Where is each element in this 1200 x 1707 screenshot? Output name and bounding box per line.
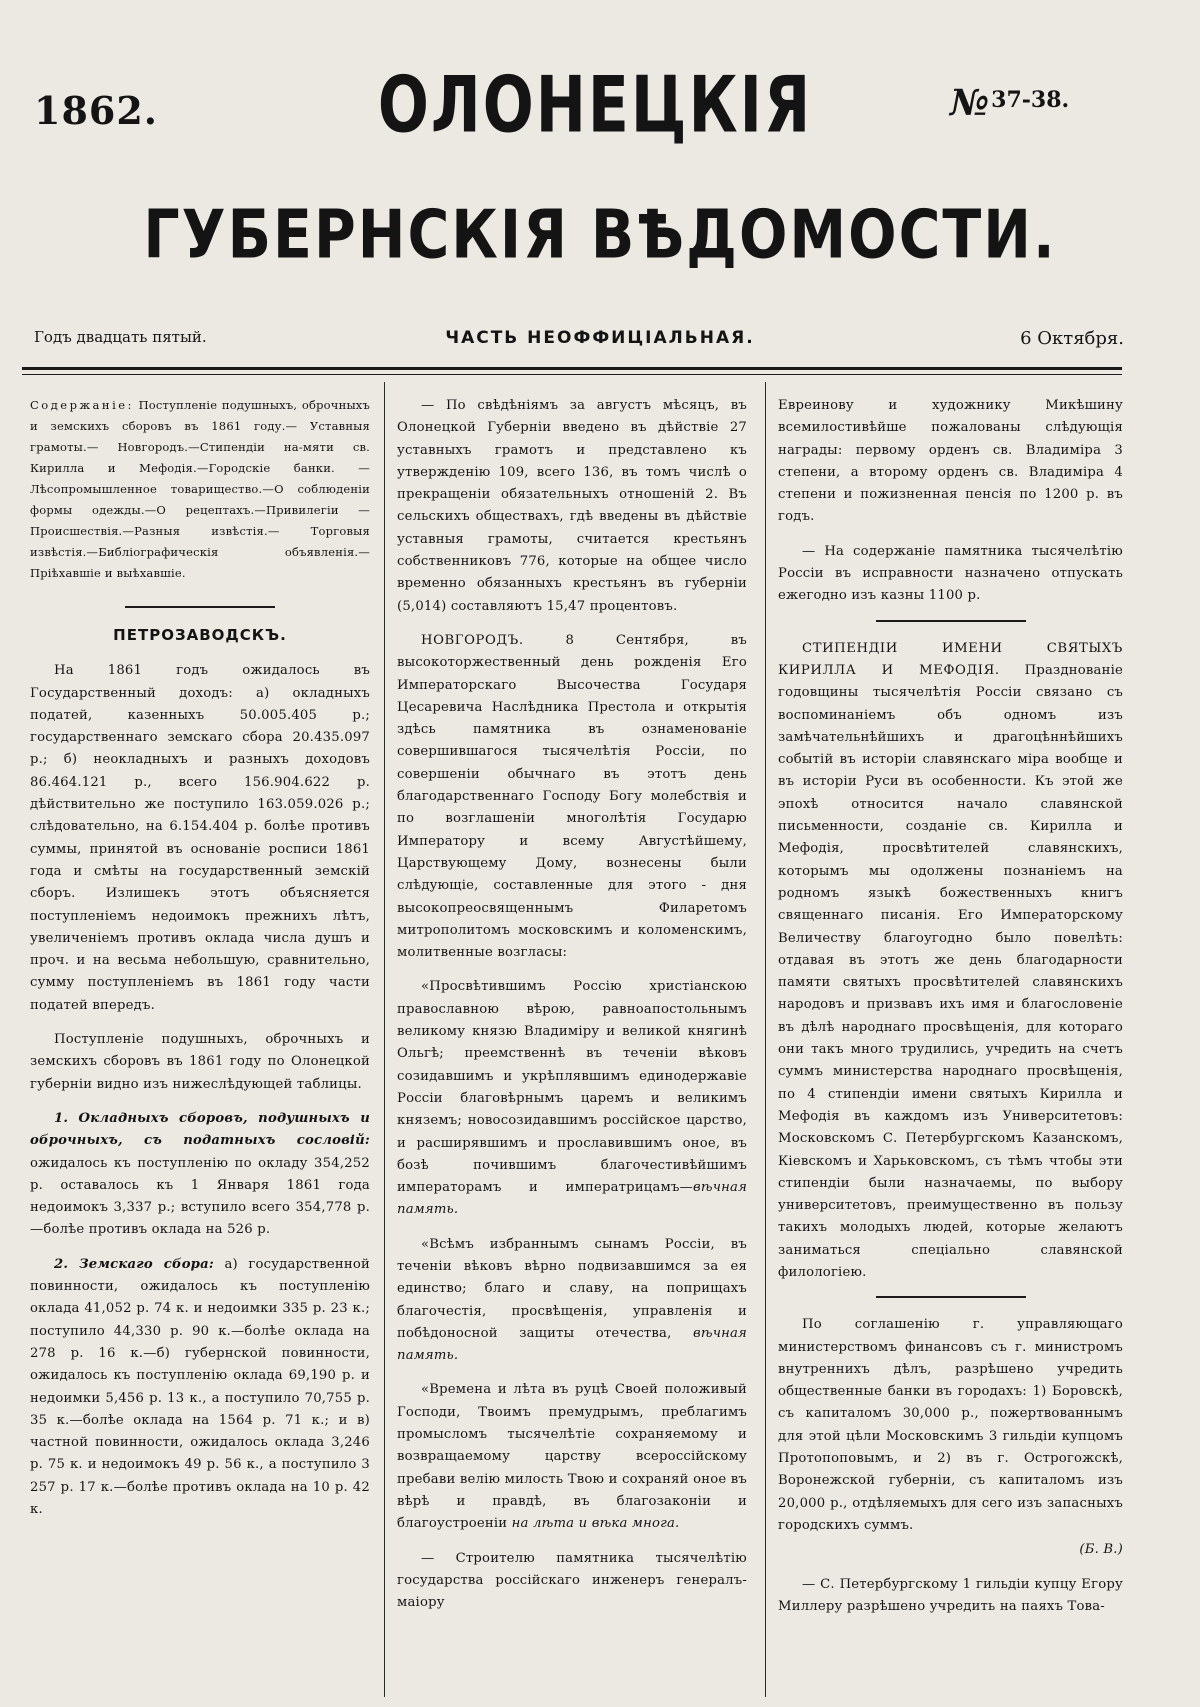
header-rule-thin	[22, 374, 1122, 375]
paragraph-lead: НОВГОРОДЪ.	[421, 632, 524, 648]
paragraph-poll-taxes	[30, 1108, 370, 1242]
section-separator	[876, 1296, 1026, 1298]
column-2	[397, 395, 747, 1695]
paragraph-body: ожидалось къ поступленію по окладу 354,252 р. оставалось къ 1 Января 1861 года недоимокъ 3,337 р.; вступило всего 354,778 р.—болѣе противъ оклада на 526 р.	[30, 1155, 370, 1238]
section-heading-petrozavodsk: ПЕТРОЗАВОДСКЪ.	[113, 626, 287, 644]
paragraph-charters: — По свѣдѣніямъ за августъ мѣсяцъ, въ Олонецкой Губерніи введено въ дѣйствіе 27 уставныхъ грамотъ и представлено къ утвержденію 109, всего 136, въ томъ числѣ о прекращеніи обязательныхъ отношеній 2. Въ сельскихъ обществахъ, гдѣ введены въ дѣйствіе уставныя грамоты, считается крестьянъ собственниковъ 776, которые на общее число временно обязанныхъ крестьянъ въ губерніи (5,014) составляютъ 15,47 процентовъ.	[397, 398, 747, 614]
masthead-year: 1862.	[34, 88, 158, 133]
source-signature: (Б. В.)	[1079, 1542, 1123, 1558]
part-label: ЧАСТЬ НЕОФФИЦІАЛЬНАЯ.	[445, 328, 755, 348]
paragraph-body: а) государственной повинности, ожидалось къ поступленію оклада 41,052 р. 74 к. и недоимки 335 р. 23 к.; поступило 44,330 р. 90 к.—болѣе оклада на 278 р. 16 к.—б) губернской повинности, ожидалось къ поступленію оклада 69,190 р. и недоимки 5,456 р. 13 к., а поступило 70,755 р. 35 к.—болѣе оклада на 1564 р. 71 к.; и в) частной повинности, ожидалось оклада 3,246 р. 75 к. и недоимокъ 49 р. 56 к., а поступило 3 257 р. 17 к.—болѣе противъ оклада на 10 р. 42 к.	[30, 1256, 370, 1517]
paragraph-monument-upkeep: — На содержаніе памятника тысячелѣтію Россіи въ исправности назначено отпускать ежегодно изъ казны 1100 р.	[778, 543, 1123, 604]
column-3	[778, 395, 1123, 1695]
paragraph-acclamation-2	[397, 1234, 747, 1368]
masthead-title-line1: ОЛОНЕЦКІЯ	[377, 60, 813, 151]
paragraph-lead: СТИПЕНДІИ ИМЕНИ СВЯТЫХЪ КИРИЛЛА И МЕФОДІЯ.	[778, 640, 1123, 678]
issue-date: 6 Октября.	[1020, 328, 1124, 349]
paragraph-table-intro: Поступленіе подушныхъ, оброчныхъ и земскихъ сборовъ въ 1861 году по Олонецкой губерніи видно изъ нижеслѣдующей таблицы.	[30, 1032, 370, 1092]
column-divider-2	[765, 382, 766, 1697]
paragraph-tail: вѣчная память.	[397, 1325, 747, 1364]
masthead-title-line2: ГУБЕРНСКІЯ ВѢДОМОСТИ.	[143, 196, 1057, 274]
paragraph-acclamation-1	[397, 976, 747, 1221]
paragraph-tail: вѣчная память.	[397, 1180, 747, 1218]
column-divider-1	[384, 382, 385, 1697]
table-of-contents	[30, 395, 370, 584]
paragraph-zemstvo-fees	[30, 1254, 370, 1522]
paragraph-lead: 1. Окладныхъ сборовъ, подушныхъ и оброчныхъ, съ податныхъ сословій:	[30, 1110, 370, 1149]
section-separator	[876, 620, 1026, 622]
paragraph-novgorod	[397, 630, 747, 964]
paragraph-banks: По соглашенію г. управляющаго министерствомъ финансовъ съ г. министромъ внутреннихъ дѣлъ, разрѣшено учредить общественные банки въ городахъ: 1) Боровскѣ, съ капиталомъ 30,000 р., пожертвованнымъ для этой цѣли Московскимъ 3 гильдіи купцомъ Протопоповымъ, и 2) въ г. Острогожскѣ, Воронежской губерніи, съ капиталомъ изъ 20,000 р., отдѣляемыхъ для сего изъ запасныхъ городскихъ суммъ.	[778, 1317, 1123, 1533]
issue-number: 37-38.	[991, 87, 1070, 113]
year-ordinal: Годъ двадцать пятый.	[34, 328, 207, 346]
issue-sign: №	[950, 82, 990, 124]
paragraph-stipends	[778, 638, 1123, 1285]
paragraph-body: «Просвѣтившимъ Россію христіанскою православною вѣрою, равноапостольнымъ великому князю Владиміру и великой княгинѣ Ольгѣ; преемственнѣ въ теченіи вѣковъ созидавшимъ и укрѣплявшимъ единодержавіе Россіи благовѣрнымъ царемъ и великимъ княземъ; новосозидавшимъ россійское царство, и расширявшимъ и прославившимъ оное, въ бозѣ почившимъ благочестивѣйшимъ императорамъ и императрицамъ—	[397, 979, 747, 1196]
paragraph-acclamation-3	[397, 1379, 747, 1535]
paragraph-body: «Всѣмъ избраннымъ сынамъ Россіи, въ теченіи вѣковъ вѣрно подвизавшимся за ея единство; благо и славу, на поприщахъ благочестія, просвѣщенія, управленія и побѣдоносной защиты отечества,	[397, 1236, 747, 1341]
paragraph-tail: на лѣта и вѣка многа.	[511, 1516, 680, 1532]
masthead-issue	[950, 82, 1069, 124]
paragraph-lead: 2. Земскаго сбора:	[54, 1256, 214, 1272]
paragraph-awards: Евреинову и художнику Микѣшину всемилостивѣйше пожалованы слѣдующія награды: первому орденъ св. Владиміра 3 степени, а второму орденъ св. Владиміра 4 степени и пожизненная пенсія по 1200 р. въ годъ.	[778, 398, 1123, 525]
paragraph-revenue: На 1861 годъ ожидалось въ Государственный доходъ: а) окладныхъ податей, казенныхъ 50.005.405 р.; государственнаго земскаго сбора 20.435.097 р.; б) неокладныхъ и разныхъ доходовъ 86.464.121 р., всего 156.904.622 р. дѣйствительно же поступило 163.059.026 р.; слѣдовательно, на 6.154.404 р. болѣе противъ суммы, принятой въ основаніе росписи 1861 года и смѣты на государственный земскій сборъ. Излишекъ этотъ объясняется поступленіемъ недоимокъ прежнихъ лѣтъ, увеличеніемъ противъ оклада числа душъ и проч. и на весьма небольшую, сравнительно, сумму поступленіемъ въ 1861 году части податей впередъ.	[30, 663, 370, 1013]
section-separator	[125, 606, 275, 608]
header-rule-thick	[22, 367, 1122, 370]
paragraph-body: 8 Сентября, въ высокоторжественный день рожденія Его Императорскаго Высочества Государя Цесаревича Наслѣдника Престола и открытія здѣсь памятника въ ознаменованіе совершившагося тысячелѣтія Россіи, по совершеніи обычнаго въ этотъ день благодарственнаго Господу Богу молебствія и по возглашеніи многолѣтія Государю Императору и всему Августѣйшему, Царствующему Дому, вознесены были слѣдующіе, составленные для этого - дня высокопреосвященнымъ Филаретомъ митрополитомъ московскимъ и коломенскимъ, молитвенные возгласы:	[397, 632, 747, 961]
paragraph-body: «Времена и лѣта въ руцѣ Своей положивый Господи, Твоимъ премудрымъ, преблагимъ промысломъ тысячелѣтіе сохраняемому и возвращаемому царству всероссійскому пребави велію милость Твою и сохраняй оное въ вѣрѣ и правдѣ, въ благозаконіи и благоустроеніи	[397, 1382, 747, 1532]
paragraph-body: Празднованіе годовщины тысячелѣтія Россіи связано съ воспоминаніемъ объ одномъ изъ замѣчательнѣйшихъ и драгоцѣннѣйшихъ событій въ исторіи славянскаго міра вообще и въ исторіи Руси въ особенности. Къ этой же эпохѣ относится начало славянской письменности, созданіе св. Кирилла и Мефодія, просвѣтителей славянскихъ, которымъ мы одолжены познаніемъ на родномъ языкѣ божественныхъ книгъ священнаго писанія. Его Императорскому Величеству благоугодно было повелѣть: отдавая въ этотъ же день благодарности памяти святыхъ просвѣтителей славянскихъ народовъ и призвавъ ихъ имя и благословеніе въ дѣлѣ народнаго просвѣщенія, для котораго они такъ много трудились, учредить на счетъ суммъ министерства народнаго просвѣщенія, по 4 стипендіи имени святыхъ Кирилла и Мефодія въ каждомъ изъ Университетовъ: Московскомъ С. Петербургскомъ Казанскомъ, Кіевскомъ и Харьковскомъ, съ тѣмъ чтобы эти стипендіи были назначаемы, по выбору университетовъ, преимущественно въ пользу такихъ молодыхъ людей, которые желаютъ заниматься спеціально славянской филологіею.	[778, 662, 1123, 1280]
paragraph-miller: — С. Петербургскому 1 гильдіи купцу Егору Миллеру разрѣшено учредить на паяхъ Това-	[778, 1576, 1123, 1614]
toc-text: Поступленіе подушныхъ, оброчныхъ и земскихъ сборовъ въ 1861 году.— Уставныя грамоты.— Новгородъ.—Стипендіи на-мяти св. Кирилла и Мефодія.—Городскіе банки. —Лѣсопромышленное товарищество.—О соблюденіи формы одежды.—О рецептахъ.—Привилегіи —Происшествія.—Разныя извѣстія.— Торговыя извѣстія.—Библіографическія объявленія.— Пріѣхавшіе и выѣхавшіе.	[30, 398, 370, 580]
toc-label: Содержаніе:	[30, 398, 134, 412]
paragraph-monument-builder: — Строителю памятника тысячелѣтію государства россійскаго инженеръ генералъ-маіору	[397, 1550, 747, 1611]
column-1	[30, 395, 370, 1695]
